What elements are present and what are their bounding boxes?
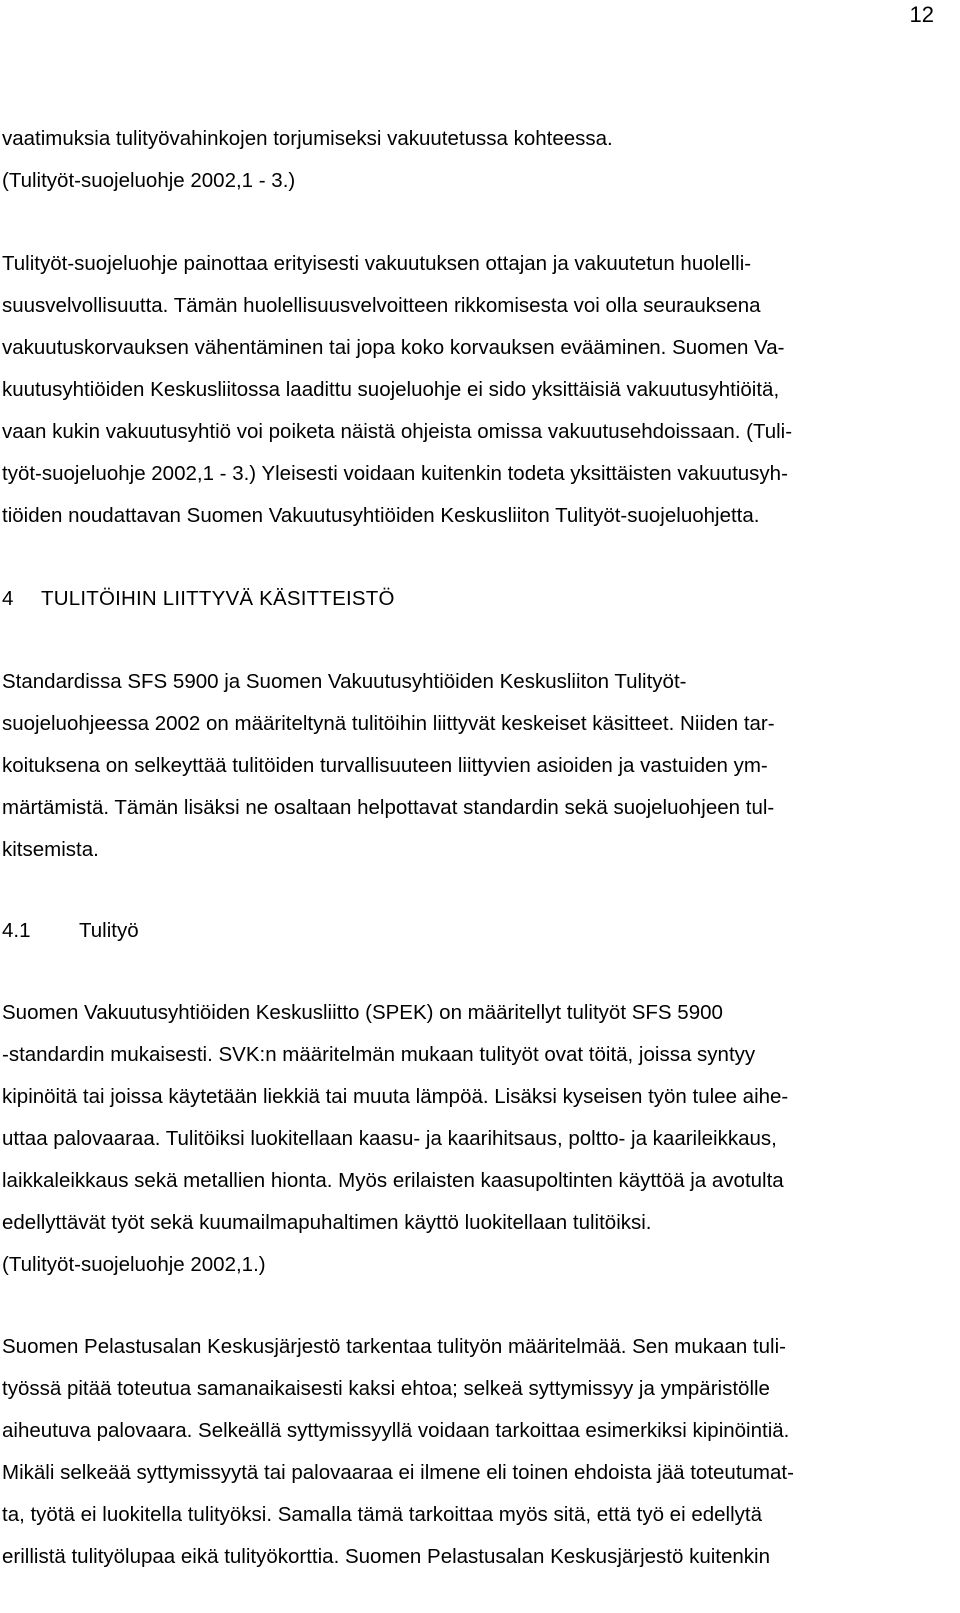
section-heading <box>2 586 395 612</box>
text-line: Mikäli selkeää syttymissyytä tai palovaaraa ei ilmene eli toinen ehdoista jää toteutumat- <box>2 1461 794 1484</box>
text-line: märtämistä. Tämän lisäksi ne osaltaan helpottavat standardin sekä suojeluohjeen tul- <box>2 796 775 819</box>
text-line: työssä pitää toteutua samanaikaisesti kaksi ehtoa; selkeä syttymissyy ja ympäristölle <box>2 1377 770 1400</box>
text-line: suusvelvollisuutta. Tämän huolellisuusvelvoitteen rikkomisesta voi olla seurauksena <box>2 294 761 317</box>
text-line: -standardin mukaisesti. SVK:n määritelmän mukaan tulityöt ovat töitä, joissa syntyy <box>2 1043 756 1066</box>
text-line: (Tulityöt-suojeluohje 2002,1.) <box>2 1253 266 1276</box>
text-line: vaatimuksia tulityövahinkojen torjumiseksi vakuutetussa kohteessa. <box>2 127 613 150</box>
text-line: vakuutuskorvauksen vähentäminen tai jopa koko korvauksen evääminen. Suomen Va- <box>2 336 785 359</box>
text-line: kuutusyhtiöiden Keskusliitossa laadittu suojeluohje ei sido yksittäisiä vakuutusyhtiöitä, <box>2 378 780 401</box>
text-line: koituksena on selkeyttää tulitöiden turvallisuuteen liittyvien asioiden ja vastuiden ym- <box>2 754 768 777</box>
text-line: kitsemista. <box>2 838 99 861</box>
subsection-number: 4.1 <box>2 919 31 942</box>
subsection-heading <box>2 918 139 944</box>
text-line: vaan kukin vakuutusyhtiö voi poiketa näistä ohjeista omissa vakuutusehdoissaan. (Tuli- <box>2 420 793 443</box>
text-line: (Tulityöt-suojeluohje 2002,1 - 3.) <box>2 169 296 192</box>
text-line: Suomen Vakuutusyhtiöiden Keskusliitto (SPEK) on määritellyt tulityöt SFS 5900 <box>2 1001 723 1024</box>
text-line: aiheutuva palovaara. Selkeällä syttymissyyllä voidaan tarkoittaa esimerkiksi kipinöintiä. <box>2 1419 790 1442</box>
text-line: työt-suojeluohje 2002,1 - 3.) Yleisesti voidaan kuitenkin todeta yksittäisten vakuutusyh- <box>2 462 788 485</box>
section-title: TULITÖIHIN LIITTYVÄ KÄSITTEISTÖ <box>41 587 395 610</box>
text-line: suojeluohjeessa 2002 on määriteltynä tulitöihin liittyvät keskeiset käsitteet. Niiden tar- <box>2 712 775 735</box>
page-number: 12 <box>909 2 934 27</box>
section-number: 4 <box>2 587 14 610</box>
text-line: kipinöitä tai joissa käytetään liekkiä tai muuta lämpöä. Lisäksi kyseisen työn tulee aihe- <box>2 1085 789 1108</box>
text-line: Suomen Pelastusalan Keskusjärjestö tarkentaa tulityön määritelmää. Sen mukaan tuli- <box>2 1335 786 1358</box>
text-line: uttaa palovaaraa. Tulitöiksi luokitellaan kaasu- ja kaarihitsaus, poltto- ja kaarileikkaus, <box>2 1127 777 1150</box>
text-line: tiöiden noudattavan Suomen Vakuutusyhtiöiden Keskusliiton Tulityöt-suojeluohjetta. <box>2 504 760 527</box>
text-line: Standardissa SFS 5900 ja Suomen Vakuutusyhtiöiden Keskusliiton Tulityöt- <box>2 670 687 693</box>
text-line: erillistä tulityölupaa eikä tulityökorttia. Suomen Pelastusalan Keskusjärjestö kuitenkin <box>2 1545 771 1568</box>
text-line: edellyttävät työt sekä kuumailmapuhaltimen käyttö luokitellaan tulitöiksi. <box>2 1211 652 1234</box>
text-line: laikkaleikkaus sekä metallien hionta. Myös erilaisten kaasupoltinten käyttöä ja avotulta <box>2 1169 784 1192</box>
text-line: Tulityöt-suojeluohje painottaa erityisesti vakuutuksen ottajan ja vakuutetun huolelli- <box>2 252 752 275</box>
subsection-title: Tulityö <box>79 919 139 942</box>
text-line: ta, työtä ei luokitella tulityöksi. Samalla tämä tarkoittaa myös sitä, että työ ei edellytä <box>2 1503 762 1526</box>
